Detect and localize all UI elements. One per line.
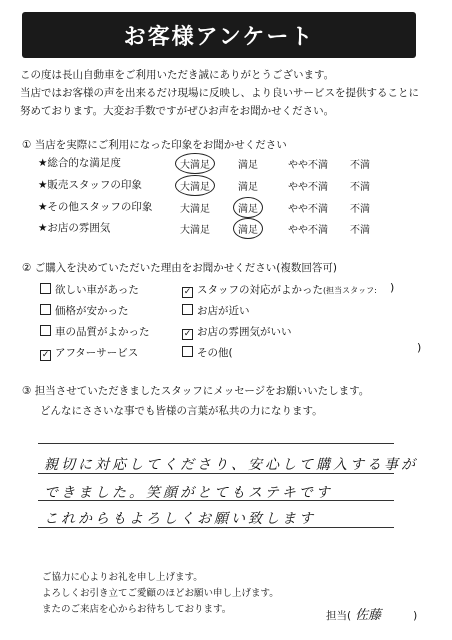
reason-option[interactable]	[182, 282, 377, 298]
staff-paren-close: )	[390, 281, 395, 294]
staff-name: 佐藤	[355, 608, 382, 623]
reason-label: その他(	[197, 347, 233, 359]
reason-label: スタッフの対応がよかった	[197, 284, 323, 296]
rating-option-selected[interactable]: 大満足	[175, 153, 215, 174]
intro-line: 当店ではお客様の声を出来るだけ現場に反映し、より良いサービスを提供することに	[20, 87, 419, 99]
rating-row-label: ★その他スタッフの印象	[38, 201, 153, 213]
answer-line	[38, 443, 394, 444]
reason-option[interactable]	[40, 324, 150, 339]
reason-label: お店の雰囲気がいい	[197, 326, 292, 338]
rating-option-selected[interactable]: 満足	[233, 197, 263, 218]
reason-label: アフターサービス	[55, 347, 139, 359]
footer-message	[42, 570, 279, 618]
rating-row-label: ★販売スタッフの印象	[38, 179, 142, 191]
rating-option-selected[interactable]: 満足	[233, 218, 263, 239]
rating-option[interactable]: 不満	[350, 182, 370, 193]
title-banner	[22, 12, 416, 58]
staff-close: )	[413, 610, 418, 622]
handwritten-message-line: できました。笑顔がとてもステキです	[44, 485, 333, 501]
checked-box-icon[interactable]: ✓	[41, 350, 50, 360]
q3-heading: ③ 担当させていただきましたスタッフにメッセージをお願いいたします。	[22, 385, 370, 397]
q3-subtext: どんなにささいな事でも皆様の言葉が私共の力になります。	[40, 405, 323, 417]
rating-option[interactable]: 大満足	[180, 204, 210, 215]
rating-row-label: ★お店の雰囲気	[38, 222, 111, 234]
reason-option[interactable]	[40, 345, 138, 361]
intro-line: 努めております。大変お手数ですがぜひお声をお聞かせください。	[20, 105, 335, 117]
checkbox-icon[interactable]	[40, 325, 51, 336]
rating-option[interactable]: 不満	[350, 225, 370, 236]
checkbox-icon[interactable]	[40, 283, 51, 294]
reason-suffix: (担当スタッフ:	[323, 286, 377, 295]
rating-option[interactable]: やや不満	[288, 225, 328, 236]
reason-label: 車の品質がよかった	[55, 326, 150, 338]
reason-label: 価格が安かった	[55, 305, 129, 317]
rating-option[interactable]: 満足	[238, 182, 258, 193]
page-title: お客様アンケート	[123, 24, 315, 50]
footer-line: またのご来店を心からお待ちしております。	[42, 604, 232, 615]
checked-box-icon[interactable]: ✓	[183, 287, 192, 297]
checkbox-icon[interactable]	[40, 304, 51, 315]
rating-option[interactable]: 満足	[238, 160, 258, 171]
reason-label: 欲しい車があった	[55, 284, 139, 296]
reason-option[interactable]	[182, 324, 292, 340]
reason-option[interactable]	[40, 282, 139, 297]
checkbox-icon[interactable]	[182, 346, 193, 357]
staff-signature	[326, 604, 417, 623]
staff-label: 担当(	[326, 610, 352, 622]
intro-text	[20, 66, 419, 120]
checkbox-icon[interactable]	[182, 304, 193, 315]
other-paren-close: )	[417, 341, 422, 354]
handwritten-message-line: これからもよろしくお願い致します	[44, 511, 316, 527]
reason-option[interactable]	[182, 303, 250, 318]
rating-option[interactable]: やや不満	[288, 204, 328, 215]
intro-line: この度は長山自動車をご利用いただき誠にありがとうございます。	[20, 69, 335, 81]
rating-option[interactable]: やや不満	[288, 160, 328, 171]
rating-option-selected[interactable]: 大満足	[175, 175, 215, 196]
footer-line: よろしくお引き立てご愛顧のほどお願い申し上げます。	[42, 588, 279, 599]
checked-box-icon[interactable]: ✓	[183, 329, 192, 339]
reason-label: お店が近い	[197, 305, 250, 317]
footer-line: ご協力に心よりお礼を申し上げます。	[42, 572, 203, 583]
reason-option[interactable]	[40, 303, 129, 318]
q2-heading: ② ご購入を決めていただいた理由をお聞かせください(複数回答可)	[22, 262, 337, 274]
rating-option[interactable]: 不満	[350, 160, 370, 171]
rating-row-label: ★総合的な満足度	[38, 157, 121, 169]
q1-heading: ① 当店を実際にご利用になった印象をお聞かせください	[22, 139, 287, 151]
rating-option[interactable]: 不満	[350, 204, 370, 215]
rating-option[interactable]: やや不満	[288, 182, 328, 193]
handwritten-message-line: 親切に対応してくださり、安心して購入する事が	[44, 457, 418, 473]
rating-option[interactable]: 大満足	[180, 225, 210, 236]
reason-option[interactable]	[182, 345, 233, 360]
